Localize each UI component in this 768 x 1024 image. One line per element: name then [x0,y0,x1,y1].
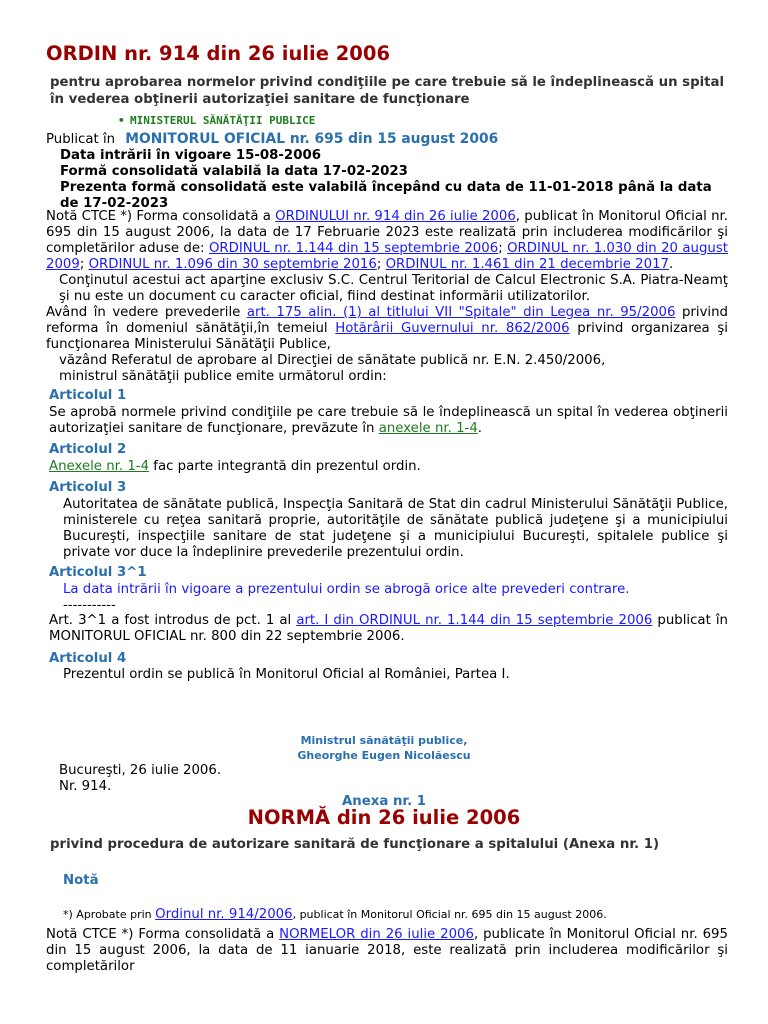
annex-ctce-note [46,927,728,975]
order-number: Nr. 914. [59,779,112,794]
norma-title: NORMĂ din 26 iulie 2006 [247,806,521,829]
published-line [46,131,498,148]
bullet-icon: • [118,114,125,127]
preamble-text: privind organizarea şi funcţionarea Ministerului Sănătăţii Publice, [46,321,728,352]
order-link[interactable]: ORDINULUI nr. 914 din 26 iulie 2006 [275,209,516,224]
place-date: Bucureşti, 26 iulie 2006. [59,763,222,778]
signer-role: Ministrul sănătăţii publice, [300,734,468,747]
article-4-heading: Articolul 4 [49,651,127,666]
ctce-note [46,209,728,273]
article-3-1-heading: Articolul 3^1 [49,565,147,580]
note-text: , publicat în Monitorul Oficial nr. 695 din 15 august 2006. [292,908,607,921]
annex-heading: Anexa nr. 1 [341,794,426,809]
article-4-text: Prezentul ordin se publică în Monitorul Oficial al României, Partea I. [63,667,510,682]
separator: ; [376,257,386,272]
nota-heading: Notă [63,873,99,888]
valid-range: Prezenta formă consolidată este valabilă începând cu data de 11-01-2018 până la data de 17-02-2023 [60,180,712,211]
page-subtitle: pentru aprobarea normelor privind condiţiile pe care trebuie să le îndeplinească un spital în vederea obţinerii autorizaţiei sanitare de funcţionare [50,75,725,107]
norma-subtitle: privind procedura de autorizare sanitară de funcţionare a spitalului (Anexa nr. 1) [50,837,660,852]
article-2-text [49,459,728,475]
amendment-link-3[interactable]: ORDINUL nr. 1.096 din 30 septembrie 2016 [88,257,377,272]
article-1-heading: Articolul 1 [49,388,127,403]
article-3-heading: Articolul 3 [49,480,127,495]
signer-name: Gheorghe Eugen Nicolăescu [297,749,471,762]
amending-order-link[interactable]: art. I din ORDINUL nr. 1.144 din 15 septembrie 2006 [296,613,653,628]
note-text: Notă CTCE *) Forma consolidată a [46,927,280,942]
preamble-text: privind reforma în domeniul sănătăţii,în temeiul [46,305,728,336]
preamble [46,305,728,353]
separator: ; [79,257,89,272]
article-text: Se aprobă normele privind condiţiile pe care trebuie să le îndeplinească un spital în vederea obţinerii autorizaţiei sanitare de funcţionare, prevăzute în [49,405,728,436]
signer-block [0,733,768,763]
note-text: , publicat în Monitorul Oficial nr. 695 din 15 august 2006, la data de 17 Februarie 2023 este realizată prin includerea modificărilor şi completărilor aduse de: [46,209,728,256]
issuer-name: MINISTERUL SĂNĂTĂŢII PUBLICE [130,114,316,127]
issuer [118,113,316,129]
government-decision-link[interactable]: Hotărârii Guvernului nr. 862/2006 [335,321,570,336]
preamble-text: Având în vedere prevederile [46,305,247,320]
article-1-text [49,405,728,437]
preamble-referat: văzând Referatul de aprobare al Direcţiei de sănătate publică nr. E.N. 2.450/2006, [59,353,606,368]
order-914-link[interactable]: Ordinul nr. 914/2006 [155,907,293,922]
amendment-link-4[interactable]: ORDINUL nr. 1.461 din 21 decembrie 2017 [385,257,670,272]
note-text: , publicate în Monitorul Oficial nr. 695 din 15 august 2006, la data de 11 ianuarie 2018, este realizată prin includerea modificărilor şi completărilor [46,927,728,974]
law-link[interactable]: art. 175 alin. (1) al titlului VII "Spitale" din Legea nr. 95/2006 [246,305,676,320]
monitor-oficial-link[interactable]: MONITORUL OFICIAL nr. 695 din 15 august 2006 [125,131,499,147]
amendment-link-1[interactable]: ORDINUL nr. 1.144 din 15 septembrie 2006 [208,241,499,256]
article-3-1-note [49,613,728,645]
note-text: *) Aprobate prin [63,908,156,921]
article-3-text: Autoritatea de sănătate publică, Inspecţia Sanitară de Stat din cadrul Ministerului Sănătăţii Publice, ministerele cu reţea sanitară proprie, autorităţile de sănătate publică judeţene şi a municipiului Bucureşti, inspecţiile sanitare de stat judeţene şi a municipiului Bucureşti, spitalele publice şi private vor duce la îndeplinire prevederile prezentului ordin. [63,497,728,560]
article-text: fac parte integrantă din prezentul ordin. [149,459,421,474]
article-2-heading: Articolul 2 [49,442,127,457]
entry-date: Data intrării în vigoare 15-08-2006 [60,148,321,163]
article-3-1-text: La data intrării în vigoare a prezentului ordin se abrogă orice alte prevederi contrare. [63,582,630,597]
approved-note [63,907,728,923]
amendment-link-2[interactable]: ORDINUL nr. 1.030 din 20 august 2009 [46,241,728,272]
separator: ; [498,241,508,256]
separator-dashes: ----------- [63,598,116,613]
published-prefix: Publicat în [46,132,116,147]
page-title: ORDIN nr. 914 din 26 iulie 2006 [46,42,391,65]
note-end: . [669,257,674,272]
norms-link[interactable]: NORMELOR din 26 iulie 2006 [279,927,474,942]
annexes-link[interactable]: anexele nr. 1-4 [378,421,478,436]
consolidated-date: Formă consolidată valabilă la data 17-02-2023 [60,164,408,179]
note-text: Notă CTCE *) Forma consolidată a [46,209,276,224]
article-end: . [477,421,483,436]
preamble-issue: ministrul sănătăţii publice emite următorul ordin: [59,369,387,384]
note-text: publicat în MONITORUL OFICIAL nr. 800 din 22 septembrie 2006. [49,613,728,644]
disclaimer-note: Conţinutul acestui act aparţine exclusiv S.C. Centrul Teritorial de Calcul Electronic S.A. Piatra-Neamţ şi nu este un document cu caracter oficial, fiind destinat informării utilizatorilor. [59,273,728,304]
annexes-link-2[interactable]: Anexele nr. 1-4 [49,459,150,474]
note-text: Art. 3^1 a fost introdus de pct. 1 al [49,613,297,628]
document-meta [60,148,728,212]
